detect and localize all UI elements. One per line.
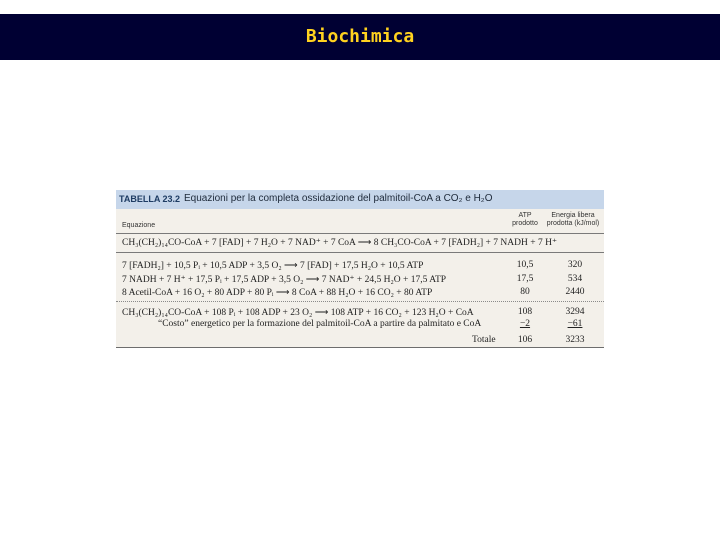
table-row-equation: 7 NADH + 7 H⁺ + 17,5 Pᵢ + 17,5 ADP + 3,5 O₂ ⟶ 7 NAD⁺ + 24,5 H₂O + 17,5 ATP (122, 275, 447, 285)
total-label: Totale (472, 335, 496, 345)
table-row-equation: “Costo” energetico per la formazione del palmitoil-CoA a partire da palmitato e CoA (158, 319, 482, 329)
table-cell-energy: 2440 (565, 287, 585, 297)
header-rule (116, 233, 604, 234)
table-cell-atp: 10,5 (516, 260, 534, 270)
column-header-atp: ATP prodotto (512, 212, 538, 227)
table-row-equation: 8 Acetil-CoA + 16 O₂ + 80 ADP + 80 Pᵢ ⟶ 8 CoA + 88 H₂O + 16 CO₂ + 80 ATP (122, 288, 433, 298)
table-cell-energy: −61 (567, 319, 583, 329)
slide-title: Biochimica (305, 26, 415, 47)
table-title-bar (116, 190, 604, 209)
slide-header (0, 14, 720, 60)
total-atp: 106 (517, 335, 533, 345)
column-header-equation: Equazione (122, 222, 156, 229)
table-row-equation: CH₃(CH₂)₁₄CO-CoA + 108 Pᵢ + 108 ADP + 23 O₂ ⟶ 108 ATP + 16 CO₂ + 123 H₂O + CoA (122, 308, 474, 318)
table-row-equation: CH₃(CH₂)₁₄CO-CoA + 7 [FAD] + 7 H₂O + 7 NAD⁺ + 7 CoA ⟶ 8 CH₃CO-CoA + 7 [FADH₂] + 7 NADH + 7 H⁺ (122, 238, 557, 248)
table-figure (116, 190, 604, 348)
sum-rule (116, 301, 604, 302)
table-cell-atp: 80 (520, 287, 530, 297)
table-row-equation: 7 [FADH₂] + 10,5 Pᵢ + 10,5 ADP + 3,5 O₂ ⟶ 7 [FAD] + 17,5 H₂O + 10,5 ATP (122, 261, 424, 271)
table-cell-energy: 320 (567, 260, 583, 270)
table-cell-atp: 108 (517, 307, 533, 317)
table-tag: TABELLA 23.2 (119, 194, 181, 204)
table-cell-energy: 3294 (565, 307, 585, 317)
column-header-energy: Energia libera prodotta (kJ/mol) (546, 212, 600, 227)
table-cell-energy: 534 (567, 274, 583, 284)
row-rule (116, 252, 604, 253)
table-cell-atp: −2 (519, 319, 531, 329)
total-energy: 3233 (565, 335, 585, 345)
table-caption: Equazioni per la completa ossidazione del palmitoil-CoA a CO₂ e H₂O (184, 193, 493, 204)
table-cell-atp: 17,5 (516, 274, 534, 284)
